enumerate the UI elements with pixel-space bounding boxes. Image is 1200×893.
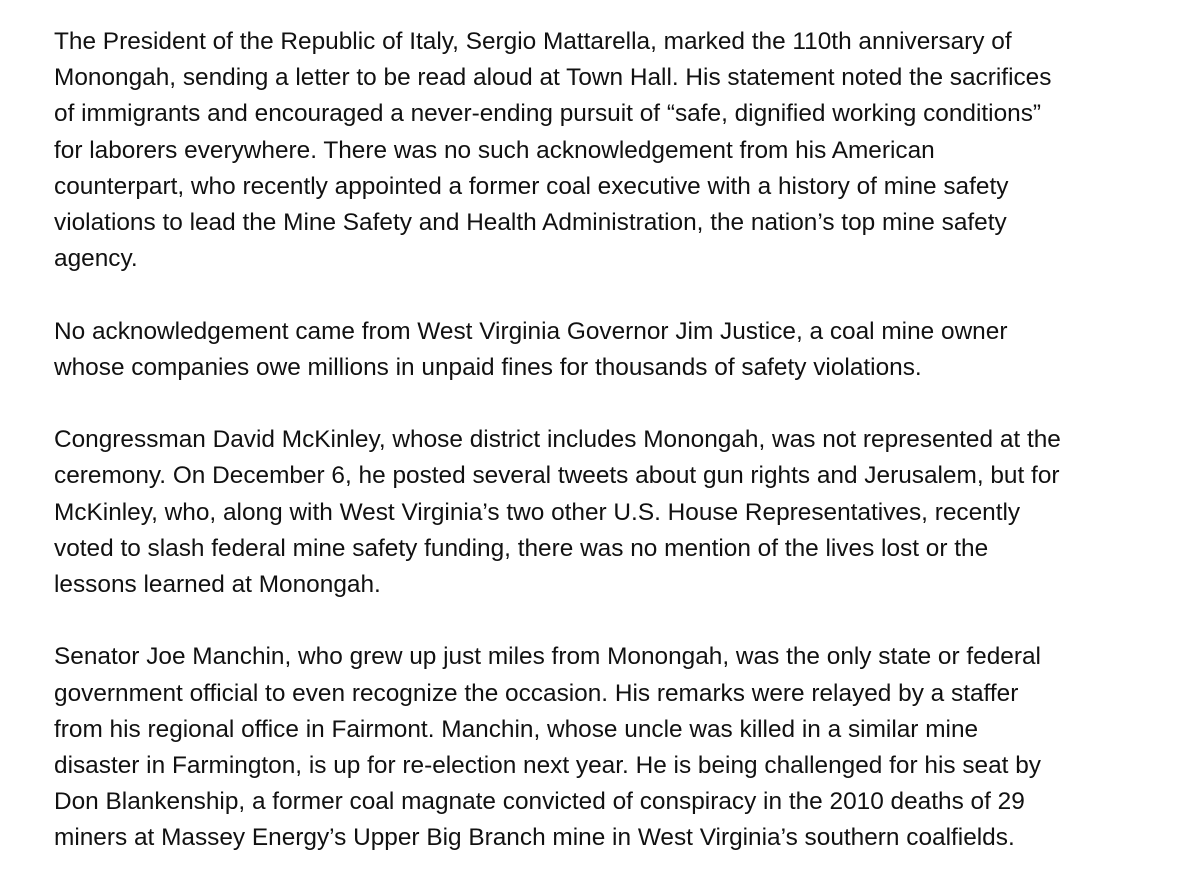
text-line: voted to slash federal mine safety funding, there was no mention of the lives lost or the <box>54 534 989 562</box>
text-line: The President of the Republic of Italy, Sergio Mattarella, marked the 110th anniversary of <box>54 28 1012 55</box>
text-line: miners at Massey Energy’s Upper Big Branch mine in West Virginia’s southern coalfields. <box>54 824 1015 852</box>
text-line: ceremony. On December 6, he posted several tweets about gun rights and Jerusalem, but for <box>54 462 1060 490</box>
text-line: lessons learned at Monongah. <box>54 571 381 599</box>
text-line: government official to even recognize the occasion. His remarks were relayed by a staffer <box>54 679 1019 707</box>
article-body <box>54 24 1194 893</box>
text-line: whose companies owe millions in unpaid fines for thousands of safety violations. <box>54 353 922 381</box>
text-line: agency. <box>54 245 138 273</box>
text-line: Senator Joe Manchin, who grew up just miles from Monongah, was the only state or federal <box>54 643 1041 671</box>
text-line: No acknowledgement came from West Virginia Governor Jim Justice, a coal mine owner <box>54 317 1008 345</box>
text-line: from his regional office in Fairmont. Manchin, whose uncle was killed in a similar mine <box>54 715 979 743</box>
paragraph-congressman <box>54 422 1194 603</box>
text-line: of immigrants and encouraged a never-ending pursuit of “safe, dignified working conditions” <box>54 100 1042 128</box>
paragraph-senator <box>54 639 1194 856</box>
text-line: Don Blankenship, a former coal magnate convicted of conspiracy in the 2010 deaths of 29 <box>54 788 1025 816</box>
text-line: violations to lead the Mine Safety and Health Administration, the nation’s top mine safety <box>54 209 1007 237</box>
text-line: counterpart, who recently appointed a former coal executive with a history of mine safety <box>54 172 1009 200</box>
paragraph-italy-president <box>54 24 1194 277</box>
paragraph-governor <box>54 314 1194 386</box>
text-line: for laborers everywhere. There was no such acknowledgement from his American <box>54 136 935 164</box>
text-line: Congressman David McKinley, whose district includes Monongah, was not represented at the <box>54 426 1061 454</box>
text-line: McKinley, who, along with West Virginia’s two other U.S. House Representatives, recently <box>54 498 1021 526</box>
text-line: disaster in Farmington, is up for re-election next year. He is being challenged for his seat by <box>54 752 1041 780</box>
text-line: Monongah, sending a letter to be read aloud at Town Hall. His statement noted the sacrifices <box>54 64 1052 92</box>
